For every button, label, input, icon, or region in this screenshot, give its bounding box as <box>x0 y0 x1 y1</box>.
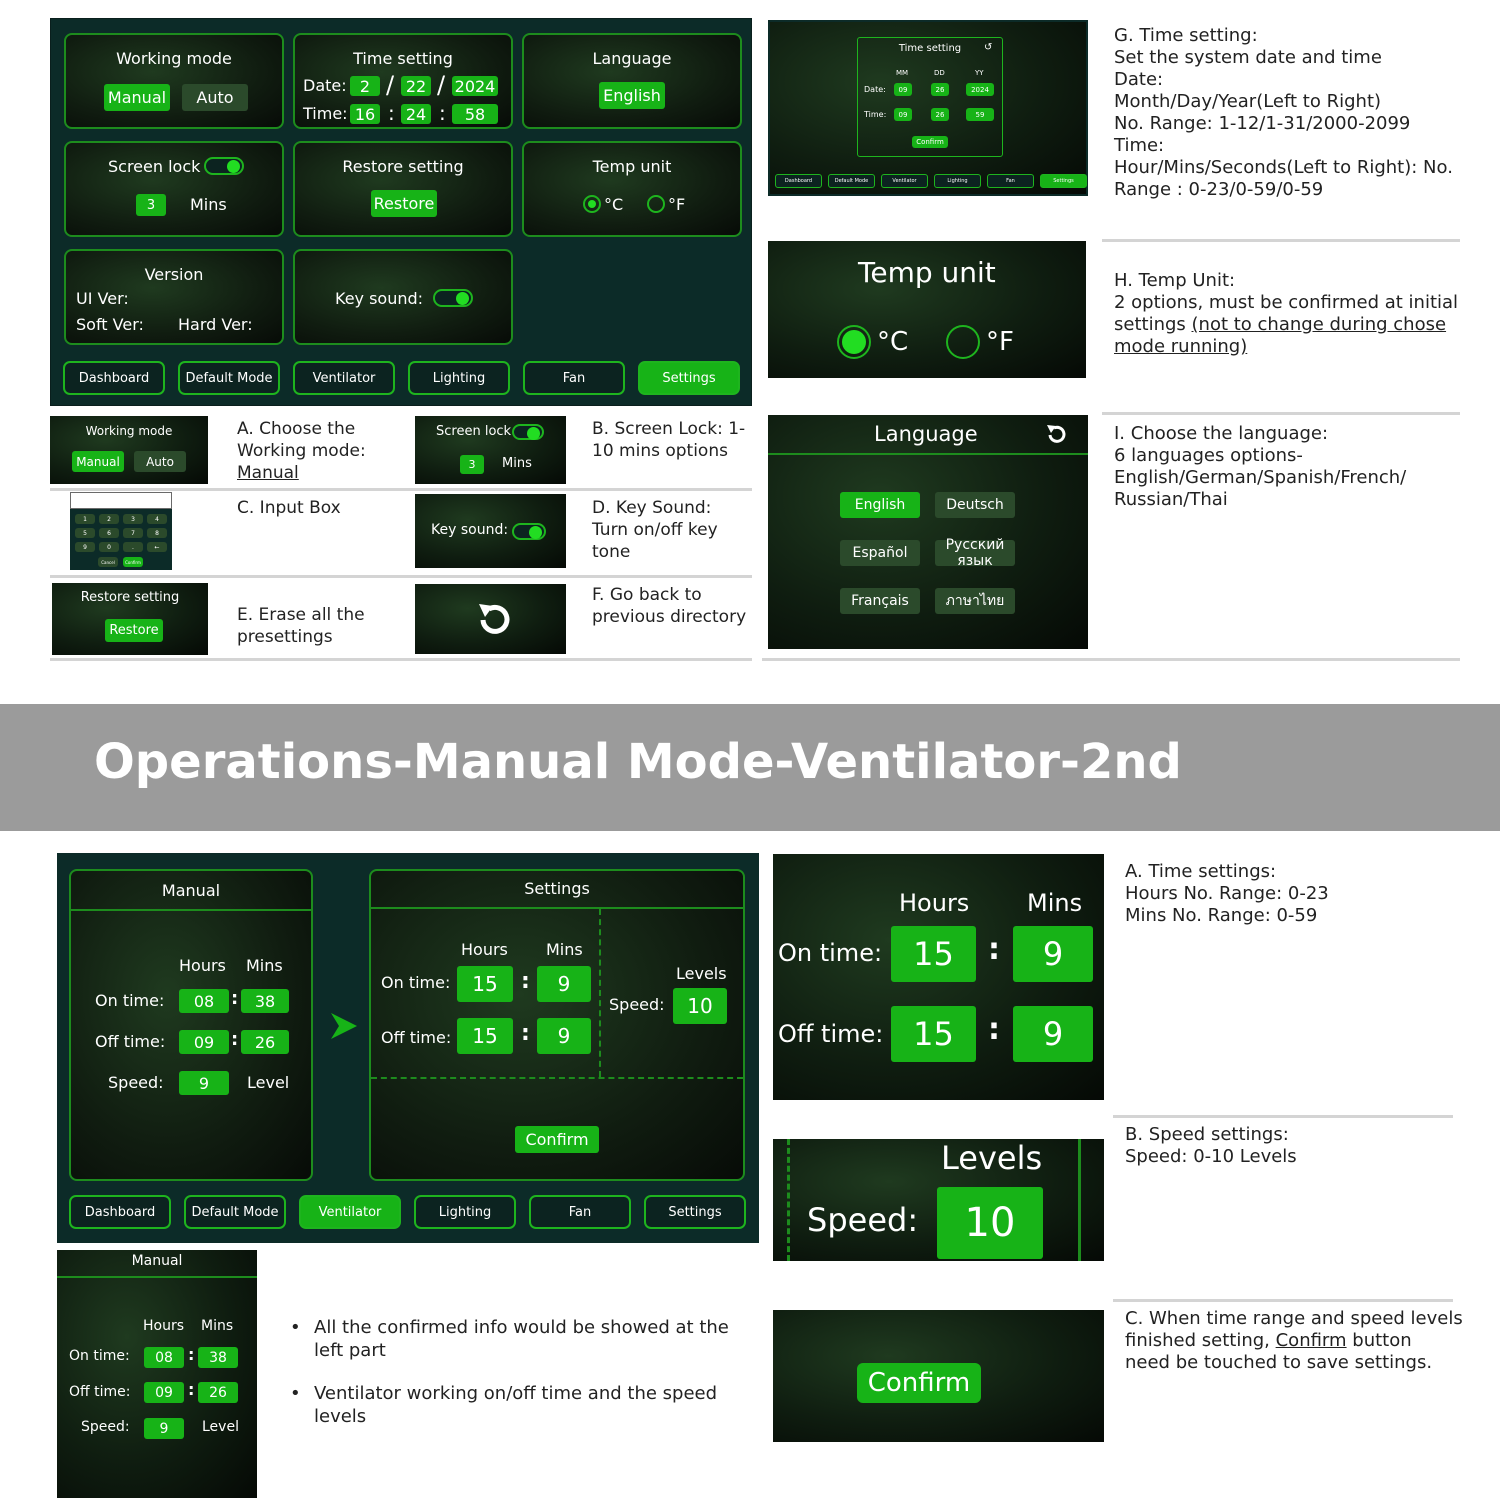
screen-lock-thumb <box>415 416 566 484</box>
divider <box>1113 1299 1453 1302</box>
on-hour-input[interactable]: 15 <box>457 966 513 1002</box>
hours-label: Hours <box>461 940 508 959</box>
thumb-hour-input[interactable]: 09 <box>894 108 912 121</box>
working-mode-title: Working mode <box>116 49 232 68</box>
desc-d: D. Key Sound: Turn on/off key tone <box>592 498 718 562</box>
manual-summary-thumb <box>57 1250 257 1498</box>
keypad-key[interactable]: 1 <box>75 514 95 524</box>
divider <box>762 658 1460 661</box>
hours-label: Hours <box>179 956 226 975</box>
time-sec-input[interactable]: 58 <box>452 104 498 124</box>
title-divider <box>57 1276 257 1278</box>
thumb-fahrenheit-radio[interactable] <box>946 325 980 359</box>
level-label: Level <box>247 1073 290 1092</box>
divider <box>1102 412 1460 415</box>
time-sep: : <box>388 101 395 125</box>
speed-label: Speed: <box>807 1201 919 1239</box>
time-zoom <box>773 854 1104 1100</box>
off-hour-input[interactable]: 15 <box>457 1018 513 1054</box>
manual-summary-panel <box>69 869 313 1181</box>
date-sep: / <box>386 71 395 99</box>
language-option[interactable]: Русский язык <box>935 540 1015 566</box>
off-time-label: Off time: <box>95 1032 166 1051</box>
thumb-manual-title: Manual <box>131 1253 183 1269</box>
key-sound-toggle[interactable] <box>433 289 473 307</box>
thumb-time-back-icon[interactable]: ↺ <box>984 42 993 53</box>
thumb-time-confirm-button[interactable]: Confirm <box>912 136 948 148</box>
colon: : <box>231 988 239 1009</box>
screen-lock-panel <box>64 141 284 237</box>
nav-settings[interactable]: Settings <box>644 1195 746 1229</box>
speed-input[interactable]: 10 <box>937 1187 1043 1259</box>
keypad-thumb <box>70 492 172 570</box>
keypad-key[interactable]: 9 <box>75 542 95 552</box>
levels-label: Levels <box>676 964 727 983</box>
thumb-day-input[interactable]: 26 <box>931 83 949 96</box>
language-title-divider <box>768 453 1088 455</box>
off-hour-value: 09 <box>179 1030 229 1054</box>
confirm-zoom <box>773 1310 1104 1442</box>
language-english-button[interactable]: English <box>599 82 665 109</box>
language-option[interactable]: Français <box>840 588 920 614</box>
language-title: Language <box>592 49 672 68</box>
back-arrow-icon[interactable] <box>1044 423 1068 445</box>
thumb-auto-button[interactable]: Auto <box>134 451 186 472</box>
off-time-label: Off time: <box>69 1384 131 1400</box>
thumb-sec-input[interactable]: 59 <box>966 108 994 121</box>
on-time-label: On time: <box>381 973 451 992</box>
on-min-input[interactable]: 9 <box>1013 926 1093 982</box>
divider <box>50 488 752 491</box>
nav-fan[interactable]: Fan <box>523 361 625 395</box>
keypad-key[interactable]: 0 <box>99 542 119 552</box>
colon: : <box>188 1345 195 1364</box>
on-hour-value: 08 <box>179 989 229 1013</box>
thumb-fahrenheit-label: °F <box>986 327 1014 357</box>
working-mode-panel <box>64 33 284 129</box>
dashed-divider <box>1078 1139 1081 1261</box>
mini-nav-settings[interactable]: Settings <box>1040 174 1087 188</box>
confirm-button[interactable]: Confirm <box>515 1126 599 1153</box>
keypad-key[interactable]: ← <box>147 542 167 552</box>
thumb-min-input[interactable]: 26 <box>931 108 949 121</box>
time-setting-title: Time setting <box>353 49 453 68</box>
divider <box>50 575 752 578</box>
thumb-screen-lock-toggle[interactable] <box>512 424 544 440</box>
colon: : <box>521 969 530 994</box>
bullet-item: • Ventilator working on/off time and the speed levels <box>290 1383 718 1427</box>
nav-lighting[interactable]: Lighting <box>408 361 510 395</box>
speed-zoom <box>773 1139 1104 1261</box>
fahrenheit-label: °F <box>668 195 686 214</box>
language-option[interactable]: English <box>840 492 920 518</box>
thumb-key-sound-label: Key sound: <box>431 522 509 538</box>
date-day-input[interactable]: 22 <box>401 76 431 96</box>
off-hour-value: 09 <box>144 1382 184 1403</box>
date-sep: / <box>437 71 446 99</box>
desc-h: H. Temp Unit: 2 options, must be confirmed at initial settings (not to change during chose mode running) <box>1114 270 1459 357</box>
colon: : <box>988 1012 1000 1047</box>
restore-thumb <box>52 583 208 655</box>
settings-title: Settings <box>524 879 590 898</box>
desc-f: F. Go back to previous directory <box>592 585 747 627</box>
language-panel <box>522 33 742 129</box>
dd-label: DD <box>934 69 945 77</box>
date-year-input[interactable]: 2024 <box>452 76 498 96</box>
levels-label: Levels <box>941 1139 1043 1177</box>
colon: : <box>231 1029 239 1050</box>
desc-i: I. Choose the language: 6 languages options- English/German/Spanish/French/ Russian/Thai <box>1114 423 1407 510</box>
on-hour-value: 08 <box>144 1347 184 1368</box>
mini-nav-ventilator[interactable]: Ventilator <box>881 174 928 188</box>
celsius-label: °C <box>604 195 624 214</box>
nav-ventilator[interactable]: Ventilator <box>293 361 395 395</box>
desc-e: E. Erase all the presettings <box>237 605 365 647</box>
keypad-key[interactable]: 4 <box>147 514 167 524</box>
time-min-input[interactable]: 24 <box>401 104 431 124</box>
on-min-value: 38 <box>198 1347 238 1368</box>
ui-version-label: UI Ver: <box>76 289 129 308</box>
on-time-label: On time: <box>778 939 883 967</box>
section-banner <box>0 704 1500 831</box>
fahrenheit-radio[interactable] <box>647 195 665 213</box>
on-hour-input[interactable]: 15 <box>891 926 976 982</box>
mini-nav-lighting[interactable]: Lighting <box>934 174 981 188</box>
speed-label: Speed: <box>108 1073 164 1092</box>
keypad-key[interactable]: 3 <box>123 514 143 524</box>
manual-button[interactable]: Manual <box>104 84 170 111</box>
mins-label: Mins <box>201 1318 234 1334</box>
speed-label: Speed: <box>81 1419 130 1435</box>
nav-default-mode[interactable]: Default Mode <box>178 361 280 395</box>
on-min-value: 38 <box>241 989 289 1013</box>
keypad-confirm-button[interactable]: Confirm <box>123 557 143 567</box>
desc-b: B. Screen Lock: 1- 10 mins options <box>592 419 746 461</box>
nav-fan[interactable]: Fan <box>529 1195 631 1229</box>
temp-unit-thumb <box>768 241 1086 378</box>
auto-button[interactable]: Auto <box>182 84 248 111</box>
divider <box>50 658 752 661</box>
settings-input-panel <box>369 869 745 1181</box>
mini-nav-default-mode[interactable]: Default Mode <box>828 174 875 188</box>
screen-lock-minutes-input[interactable]: 3 <box>136 194 166 216</box>
temp-unit-panel <box>522 141 742 237</box>
thumb-year-input[interactable]: 2024 <box>966 83 994 96</box>
title-divider <box>371 907 743 909</box>
key-sound-thumb <box>415 494 566 568</box>
thumb-restore-title: Restore setting <box>80 590 180 605</box>
nav-lighting[interactable]: Lighting <box>414 1195 516 1229</box>
dashed-divider <box>371 1077 743 1079</box>
nav-dashboard[interactable]: Dashboard <box>63 361 165 395</box>
divider <box>1102 239 1460 242</box>
keypad-key[interactable]: 8 <box>147 528 167 538</box>
thumb-key-sound-toggle[interactable] <box>512 523 546 540</box>
thumb-screen-lock-title: Screen lock <box>436 424 512 439</box>
version-panel <box>64 249 284 345</box>
on-time-label: On time: <box>69 1348 130 1364</box>
off-time-label: Off time: <box>778 1020 884 1048</box>
working-mode-thumb <box>50 416 208 484</box>
off-time-label: Off time: <box>381 1028 452 1047</box>
thumb-temp-title: Temp unit <box>858 256 996 289</box>
desc-c: C. Input Box <box>237 498 341 518</box>
desc-a: A. Choose the Working mode: Manual <box>237 419 366 483</box>
desc2-a: A. Time settings: Hours No. Range: 0-23 Mins No. Range: 0-59 <box>1125 861 1329 926</box>
date-label: Date: <box>303 76 347 95</box>
keypad-key[interactable]: . <box>123 542 143 552</box>
hours-label: Hours <box>899 889 970 917</box>
nav-dashboard[interactable]: Dashboard <box>69 1195 171 1229</box>
yy-label: YY <box>975 69 984 77</box>
language-option[interactable]: Deutsch <box>935 492 1015 518</box>
screen-lock-title: Screen lock <box>108 157 201 176</box>
desc2-b: B. Speed settings: Speed: 0-10 Levels <box>1125 1124 1297 1167</box>
colon: : <box>188 1380 195 1399</box>
dashed-divider <box>599 909 601 1077</box>
off-hour-input[interactable]: 15 <box>891 1006 976 1062</box>
off-min-input[interactable]: 9 <box>537 1018 591 1054</box>
confirm-button[interactable]: Confirm <box>857 1363 981 1403</box>
restore-button[interactable]: Restore <box>371 190 437 217</box>
desc-g: G. Time setting: Set the system date and time Date: Month/Day/Year(Left to Right) No. Range: 1-12/1-31/2000-2099 Time: Hour/Mins/Seconds(Left to Right): No. Range : 0-23/0-59/0-59 <box>1114 25 1453 200</box>
hours-label: Hours <box>143 1318 185 1334</box>
thumb-screen-lock-input[interactable]: 3 <box>460 455 484 474</box>
time-setting-dialog <box>857 37 1003 157</box>
desc2-c: C. When time range and speed levels finished setting, Confirm button need be touched to save settings. <box>1125 1308 1463 1373</box>
keypad-key[interactable]: 2 <box>99 514 119 524</box>
celsius-radio[interactable] <box>583 195 601 213</box>
time-label: Time: <box>303 104 348 123</box>
speed-value: 9 <box>179 1071 229 1095</box>
on-time-label: On time: <box>95 991 165 1010</box>
dashed-divider <box>787 1139 790 1261</box>
thumb-working-mode-title: Working mode <box>85 424 173 438</box>
thumb-time-title: Time setting <box>898 43 962 54</box>
nav-default-mode[interactable]: Default Mode <box>184 1195 286 1229</box>
restore-title: Restore setting <box>342 157 464 176</box>
thumb-celsius-label: °C <box>877 327 909 357</box>
temp-unit-title: Temp unit <box>592 157 672 176</box>
language-option[interactable]: Español <box>840 540 920 566</box>
off-min-value: 26 <box>241 1030 289 1054</box>
back-thumb <box>415 584 566 654</box>
off-min-input[interactable]: 9 <box>1013 1006 1093 1062</box>
version-title: Version <box>144 265 204 284</box>
mins-label: Mins <box>546 940 583 959</box>
screen-lock-unit: Mins <box>190 195 227 214</box>
thumb-language-title: Language <box>874 422 978 446</box>
thumb-screen-lock-unit: Mins <box>502 456 532 471</box>
keypad-key[interactable]: 5 <box>75 528 95 538</box>
key-sound-label: Key sound: <box>335 289 424 308</box>
time-setting-panel <box>293 33 513 129</box>
screen-lock-toggle[interactable] <box>204 157 244 175</box>
soft-version-label: Soft Ver: <box>76 315 144 334</box>
level-label: Level <box>202 1419 239 1435</box>
speed-label: Speed: <box>609 995 665 1014</box>
time-hour-input[interactable]: 16 <box>350 104 380 124</box>
thumb-month-input[interactable]: 09 <box>894 83 912 96</box>
thumb-celsius-radio[interactable] <box>837 325 871 359</box>
language-option[interactable]: ภาษาไทย <box>935 588 1015 614</box>
key-sound-panel <box>293 249 513 345</box>
mm-label: MM <box>896 69 909 77</box>
manual-title: Manual <box>161 881 221 900</box>
bullet-item: • All the confirmed info would be showed at the left part <box>290 1317 729 1361</box>
language-thumb <box>768 415 1088 649</box>
banner-title: Operations-Manual Mode-Ventilator-2nd <box>94 734 1182 790</box>
speed-value: 9 <box>144 1418 184 1439</box>
mini-nav-dashboard[interactable]: Dashboard <box>775 174 822 188</box>
mins-label: Mins <box>246 956 283 975</box>
date-month-input[interactable]: 2 <box>350 76 380 96</box>
thumb-date-label: Date: <box>864 85 886 94</box>
divider <box>1113 1115 1453 1118</box>
thumb-manual-button[interactable]: Manual <box>72 451 124 472</box>
bullet-list <box>290 1316 729 1428</box>
settings-screen <box>50 18 752 406</box>
time-sep: : <box>439 101 446 125</box>
arrow-right-icon <box>329 1011 359 1041</box>
keypad-key[interactable]: 7 <box>123 528 143 538</box>
mini-nav-fan[interactable]: Fan <box>987 174 1034 188</box>
nav-ventilator[interactable]: Ventilator <box>299 1195 401 1229</box>
hard-version-label: Hard Ver: <box>178 315 253 334</box>
colon: : <box>988 932 1000 967</box>
colon: : <box>521 1021 530 1046</box>
time-setting-thumb <box>768 20 1088 196</box>
off-min-value: 26 <box>198 1382 238 1403</box>
nav-settings[interactable]: Settings <box>638 361 740 395</box>
keypad-cancel-button[interactable]: Cancel <box>98 557 118 567</box>
back-arrow-icon[interactable] <box>473 600 513 638</box>
speed-input[interactable]: 10 <box>673 988 727 1024</box>
thumb-restore-button[interactable]: Restore <box>105 619 163 642</box>
keypad-display <box>70 492 172 509</box>
keypad-key[interactable]: 6 <box>99 528 119 538</box>
thumb-time-label: Time: <box>864 110 887 119</box>
ventilator-screen <box>57 853 759 1243</box>
mins-label: Mins <box>1027 889 1083 917</box>
restore-panel <box>293 141 513 237</box>
title-divider <box>71 909 311 911</box>
on-min-input[interactable]: 9 <box>537 966 591 1002</box>
